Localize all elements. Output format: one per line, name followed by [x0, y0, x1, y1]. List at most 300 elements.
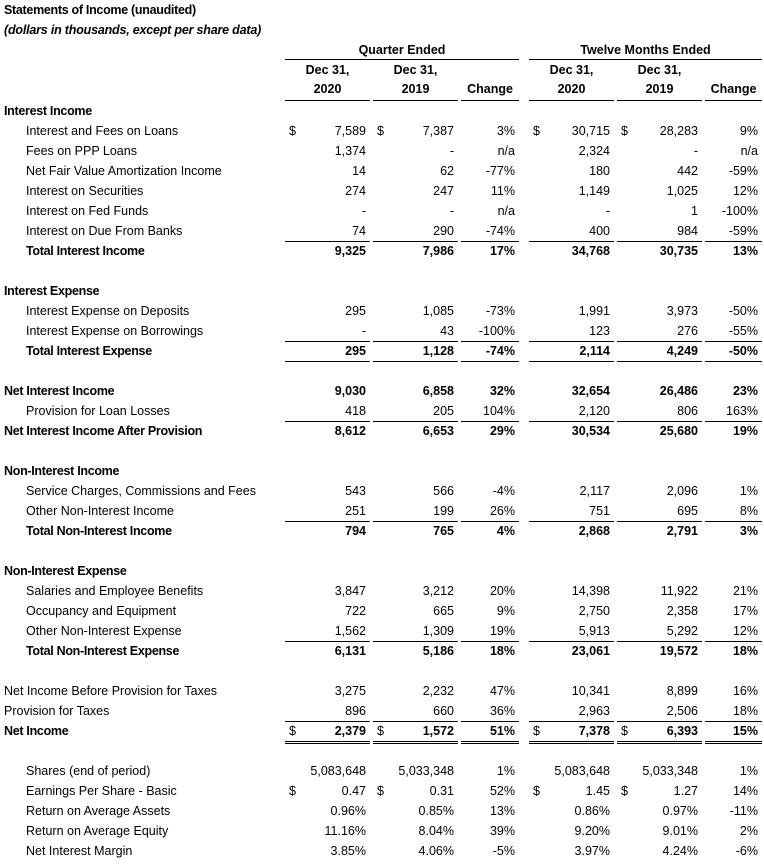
cell-value: 18%	[732, 704, 758, 718]
cell-value: 2,379	[334, 724, 366, 738]
cell-y-change	[705, 782, 762, 801]
cell-value: 36%	[489, 704, 515, 718]
cell-value: 8.04%	[418, 824, 454, 838]
cell-value: 28,283	[659, 124, 698, 138]
cell-q-2020	[285, 762, 370, 781]
cell-value: -55%	[728, 324, 758, 338]
cell-value: 442	[677, 164, 698, 178]
row-label: Shares (end of period)	[26, 764, 151, 778]
cell-value: 251	[345, 504, 366, 518]
row-label: Salaries and Employee Benefits	[26, 584, 204, 598]
cell-y-change	[705, 402, 762, 422]
cell-value: -74%	[485, 344, 515, 358]
row-label: Net Interest Margin	[26, 844, 133, 858]
cell-q-2019	[373, 242, 458, 261]
cell-value: 5,913	[578, 624, 610, 638]
cell-value: 30,534	[571, 424, 610, 438]
cell-q-2019	[373, 602, 458, 621]
cell-y-change	[705, 602, 762, 621]
row-label: Non-Interest Income	[4, 464, 120, 478]
cell-q-2020	[285, 222, 370, 242]
cell-q-change	[461, 682, 519, 701]
cell-y-2020	[529, 402, 614, 422]
cell-value: 47%	[489, 684, 515, 698]
table-row	[0, 582, 764, 602]
cell-y-2019	[617, 782, 702, 801]
cell-value: 9%	[739, 124, 758, 138]
cell-q-change	[461, 582, 519, 601]
cell-value: 2,750	[578, 604, 610, 618]
cell-value: 25,680	[659, 424, 698, 438]
cell-q-change	[461, 222, 519, 242]
cell-value: -74%	[485, 224, 515, 238]
cell-y-2020	[529, 122, 614, 141]
cell-value: 7,387	[422, 124, 454, 138]
cell-y-2019	[617, 582, 702, 601]
cell-value: 6,653	[422, 424, 454, 438]
cell-y-2020	[529, 682, 614, 701]
statement-title: Statements of Income (unaudited)	[4, 3, 196, 17]
table-row	[0, 122, 764, 142]
cell-y-2019	[617, 222, 702, 242]
cell-q-change	[461, 782, 519, 801]
group-header-quarter: Quarter Ended	[285, 43, 519, 60]
dollar-sign: $	[621, 784, 628, 798]
cell-q-2019	[373, 802, 458, 821]
cell-value: 566	[433, 484, 454, 498]
cell-value: -	[605, 204, 610, 218]
cell-value: 18%	[489, 644, 515, 658]
cell-value: 205	[433, 404, 454, 418]
cell-value: 21%	[732, 584, 758, 598]
cell-value: -4%	[492, 484, 515, 498]
cell-value: 5,083,648	[310, 764, 366, 778]
cell-q-2020	[285, 402, 370, 422]
cell-value: 17%	[489, 244, 515, 258]
row-label: Interest on Fed Funds	[26, 204, 149, 218]
cell-value: 18%	[732, 644, 758, 658]
cell-value: 6,858	[422, 384, 454, 398]
cell-y-change	[705, 302, 762, 321]
cell-value: 896	[345, 704, 366, 718]
cell-value: 8%	[739, 504, 758, 518]
cell-value: 19,572	[659, 644, 698, 658]
cell-value: 1%	[496, 764, 515, 778]
column-header-y-2020-line1: Dec 31,	[549, 63, 594, 77]
cell-y-2020	[529, 762, 614, 781]
row-label: Occupancy and Equipment	[26, 604, 177, 618]
section-header-row	[0, 462, 764, 482]
cell-value: -5%	[492, 844, 515, 858]
column-header-q-2020: 2020	[285, 82, 370, 101]
cell-value: -	[449, 204, 454, 218]
cell-y-change	[705, 682, 762, 701]
cell-value: -100%	[721, 204, 758, 218]
cell-value: 3,973	[666, 304, 698, 318]
cell-value: 295	[345, 304, 366, 318]
cell-y-2019	[617, 302, 702, 321]
cell-value: 9%	[496, 604, 515, 618]
cell-value: 199	[433, 504, 454, 518]
row-label: Interest Income	[4, 104, 92, 118]
cell-q-change	[461, 822, 519, 841]
cell-value: -	[693, 144, 698, 158]
cell-value: 1.27	[673, 784, 698, 798]
cell-value: 9,030	[334, 384, 366, 398]
table-row	[0, 422, 764, 442]
cell-q-2020	[285, 842, 370, 861]
cell-y-2019	[617, 142, 702, 161]
section-header-row	[0, 562, 764, 582]
cell-q-change	[461, 642, 519, 661]
spacer-row	[0, 262, 764, 282]
cell-value: 14	[352, 164, 366, 178]
table-row	[0, 222, 764, 242]
cell-y-2019	[617, 622, 702, 642]
cell-value: 984	[677, 224, 698, 238]
cell-value: 23,061	[571, 644, 610, 658]
row-label: Return on Average Equity	[26, 824, 169, 838]
cell-value: 5,033,348	[642, 764, 698, 778]
table-row	[0, 162, 764, 182]
cell-q-2019	[373, 202, 458, 221]
cell-q-2020	[285, 142, 370, 161]
cell-y-2019	[617, 642, 702, 661]
table-row	[0, 842, 764, 862]
cell-q-change	[461, 382, 519, 401]
cell-value: 29%	[489, 424, 515, 438]
cell-value: 6,393	[666, 724, 698, 738]
cell-value: 2%	[739, 824, 758, 838]
cell-q-change	[461, 322, 519, 342]
cell-q-2020	[285, 782, 370, 801]
cell-q-2020	[285, 642, 370, 661]
cell-q-change	[461, 182, 519, 201]
cell-value: 123	[589, 324, 610, 338]
cell-value: -59%	[728, 224, 758, 238]
cell-y-2020	[529, 582, 614, 601]
cell-q-change	[461, 842, 519, 861]
cell-q-change	[461, 722, 519, 744]
table-row	[0, 602, 764, 622]
cell-value: 1,309	[422, 624, 454, 638]
spacer-row	[0, 542, 764, 562]
cell-value: 2,117	[579, 484, 610, 498]
cell-value: -6%	[735, 844, 758, 858]
dollar-sign: $	[289, 724, 296, 738]
cell-q-2020	[285, 342, 370, 362]
row-label: Net Income Before Provision for Taxes	[4, 684, 218, 698]
cell-q-2020	[285, 202, 370, 221]
cell-y-change	[705, 182, 762, 201]
column-header-q-2019-line1: Dec 31,	[393, 63, 438, 77]
row-label: Interest on Securities	[26, 184, 144, 198]
cell-value: -50%	[728, 304, 758, 318]
cell-value: 2,114	[579, 344, 610, 358]
cell-value: 7,378	[578, 724, 610, 738]
cell-value: 660	[433, 704, 454, 718]
table-row	[0, 342, 764, 362]
cell-value: 13%	[732, 244, 758, 258]
cell-value: 74	[352, 224, 366, 238]
cell-value: 10,341	[571, 684, 610, 698]
cell-q-2019	[373, 222, 458, 242]
dollar-sign: $	[289, 784, 296, 798]
cell-value: 3,212	[422, 584, 454, 598]
column-header-q-2020-line1: Dec 31,	[305, 63, 350, 77]
cell-value: 2,963	[578, 704, 610, 718]
cell-y-2020	[529, 142, 614, 161]
cell-value: -73%	[485, 304, 515, 318]
cell-q-2020	[285, 522, 370, 541]
cell-q-2020	[285, 162, 370, 181]
cell-q-2020	[285, 602, 370, 621]
cell-value: 12%	[732, 624, 758, 638]
cell-value: 26,486	[659, 384, 698, 398]
cell-value: 8,899	[666, 684, 698, 698]
spacer-row	[0, 662, 764, 682]
cell-value: 400	[589, 224, 610, 238]
table-row	[0, 242, 764, 262]
cell-q-change	[461, 482, 519, 501]
cell-q-2020	[285, 382, 370, 401]
cell-q-2019	[373, 302, 458, 321]
cell-y-2019	[617, 682, 702, 701]
cell-value: -	[361, 204, 366, 218]
cell-value: 30,715	[571, 124, 610, 138]
cell-y-change	[705, 822, 762, 841]
row-label: Net Interest Income	[4, 384, 115, 398]
spacer-row	[0, 442, 764, 462]
cell-value: 11.16%	[324, 824, 366, 838]
cell-value: 806	[677, 404, 698, 418]
cell-q-2019	[373, 642, 458, 661]
cell-y-2019	[617, 402, 702, 422]
cell-value: 4.06%	[418, 844, 454, 858]
cell-y-2020	[529, 522, 614, 541]
cell-y-2020	[529, 202, 614, 221]
cell-q-2019	[373, 402, 458, 422]
cell-y-change	[705, 522, 762, 541]
cell-value: 30,735	[659, 244, 698, 258]
cell-value: 5,186	[422, 644, 454, 658]
cell-value: 163%	[726, 404, 758, 418]
cell-value: 276	[677, 324, 698, 338]
table-row	[0, 402, 764, 422]
table-row	[0, 522, 764, 542]
cell-value: 0.96%	[330, 804, 366, 818]
cell-y-change	[705, 162, 762, 181]
cell-value: 17%	[732, 604, 758, 618]
cell-value: 1	[691, 204, 698, 218]
cell-value: 794	[345, 524, 366, 538]
dollar-sign: $	[377, 124, 384, 138]
cell-y-2020	[529, 502, 614, 522]
row-label: Interest Expense on Borrowings	[26, 324, 204, 338]
cell-y-2020	[529, 642, 614, 661]
cell-value: 1%	[739, 484, 758, 498]
row-label: Interest and Fees on Loans	[26, 124, 179, 138]
cell-value: 3.85%	[330, 844, 366, 858]
cell-value: 247	[433, 184, 454, 198]
cell-value: 2,096	[666, 484, 698, 498]
cell-value: 2,324	[578, 144, 610, 158]
table-row	[0, 702, 764, 722]
cell-value: 0.85%	[418, 804, 454, 818]
table-row	[0, 822, 764, 842]
cell-y-change	[705, 242, 762, 261]
cell-y-change	[705, 622, 762, 642]
row-label: Net Income	[4, 724, 69, 738]
cell-value: 7,589	[334, 124, 366, 138]
cell-q-2019	[373, 122, 458, 141]
row-label: Total Interest Income	[26, 244, 145, 258]
cell-value: 51%	[489, 724, 515, 738]
cell-y-change	[705, 422, 762, 441]
cell-value: n/a	[497, 144, 515, 158]
row-label: Interest Expense	[4, 284, 100, 298]
cell-q-2019	[373, 682, 458, 701]
dollar-sign: $	[377, 724, 384, 738]
cell-value: -50%	[728, 344, 758, 358]
cell-value: 1,149	[578, 184, 610, 198]
cell-q-change	[461, 502, 519, 522]
cell-y-change	[705, 142, 762, 161]
cell-y-2020	[529, 802, 614, 821]
cell-q-2019	[373, 502, 458, 522]
cell-value: 9.01%	[662, 824, 698, 838]
cell-y-2020	[529, 382, 614, 401]
cell-q-change	[461, 522, 519, 541]
row-label: Total Non-Interest Income	[26, 524, 172, 538]
cell-value: 3,275	[334, 684, 366, 698]
cell-q-change	[461, 342, 519, 362]
cell-value: 5,083,648	[554, 764, 610, 778]
table-row	[0, 762, 764, 782]
cell-y-2020	[529, 162, 614, 181]
cell-value: -	[361, 324, 366, 338]
cell-q-change	[461, 602, 519, 621]
cell-value: 3%	[496, 124, 515, 138]
dollar-sign: $	[533, 724, 540, 738]
column-header-y-change: Change	[705, 82, 762, 101]
cell-y-change	[705, 222, 762, 242]
cell-value: 2,791	[666, 524, 698, 538]
cell-value: 2,232	[422, 684, 454, 698]
cell-value: 9,325	[334, 244, 366, 258]
cell-value: 62	[440, 164, 454, 178]
cell-value: 418	[345, 404, 366, 418]
cell-y-2019	[617, 702, 702, 722]
cell-value: 4%	[496, 524, 515, 538]
cell-y-2020	[529, 242, 614, 261]
cell-value: 26%	[489, 504, 515, 518]
cell-value: 0.97%	[662, 804, 698, 818]
cell-q-change	[461, 802, 519, 821]
cell-value: 1,025	[666, 184, 698, 198]
table-row	[0, 642, 764, 662]
cell-value: -100%	[478, 324, 515, 338]
cell-value: 0.86%	[574, 804, 610, 818]
column-header-q-change: Change	[461, 82, 519, 101]
cell-value: 5,292	[666, 624, 698, 638]
cell-y-change	[705, 762, 762, 781]
cell-y-2020	[529, 842, 614, 861]
cell-q-2020	[285, 242, 370, 261]
cell-y-2019	[617, 202, 702, 221]
cell-q-change	[461, 702, 519, 722]
table-row	[0, 782, 764, 802]
statement-subtitle: (dollars in thousands, except per share data)	[4, 23, 262, 37]
cell-value: -11%	[729, 804, 758, 818]
dollar-sign: $	[621, 724, 628, 738]
cell-y-2019	[617, 122, 702, 141]
cell-y-change	[705, 322, 762, 342]
row-label: Fees on PPP Loans	[26, 144, 137, 158]
cell-value: 1,991	[578, 304, 610, 318]
cell-y-change	[705, 342, 762, 362]
cell-y-2019	[617, 602, 702, 621]
cell-value: 104%	[483, 404, 515, 418]
cell-y-2020	[529, 302, 614, 321]
cell-value: 20%	[489, 584, 515, 598]
cell-value: 765	[433, 524, 454, 538]
dollar-sign: $	[533, 784, 540, 798]
cell-value: 11%	[490, 184, 515, 198]
cell-value: 8,612	[334, 424, 366, 438]
cell-value: 543	[345, 484, 366, 498]
table-row	[0, 722, 764, 742]
cell-value: 3,847	[334, 584, 366, 598]
section-header-row	[0, 282, 764, 302]
cell-y-change	[705, 382, 762, 401]
cell-value: 23%	[732, 384, 758, 398]
cell-y-change	[705, 482, 762, 501]
cell-q-change	[461, 162, 519, 181]
cell-y-2019	[617, 342, 702, 362]
cell-value: 39%	[489, 824, 515, 838]
column-header-q-2019: 2019	[373, 82, 458, 101]
cell-y-2019	[617, 382, 702, 401]
cell-y-2020	[529, 322, 614, 342]
cell-q-2019	[373, 582, 458, 601]
cell-q-2019	[373, 162, 458, 181]
row-label: Total Non-Interest Expense	[26, 644, 180, 658]
dollar-sign: $	[533, 124, 540, 138]
row-label: Provision for Taxes	[4, 704, 110, 718]
table-row	[0, 502, 764, 522]
cell-q-change	[461, 402, 519, 422]
cell-y-2019	[617, 762, 702, 781]
table-row	[0, 302, 764, 322]
cell-q-change	[461, 302, 519, 321]
cell-y-2019	[617, 182, 702, 201]
cell-q-2019	[373, 782, 458, 801]
cell-value: n/a	[740, 144, 758, 158]
table-row	[0, 382, 764, 402]
cell-y-2019	[617, 482, 702, 501]
cell-value: 1,085	[422, 304, 454, 318]
cell-value: 4,249	[666, 344, 698, 358]
cell-value: 751	[589, 504, 610, 518]
cell-y-2020	[529, 782, 614, 801]
cell-value: 34,768	[571, 244, 610, 258]
cell-y-2020	[529, 422, 614, 441]
row-label: Net Fair Value Amortization Income	[26, 164, 222, 178]
cell-y-2019	[617, 322, 702, 342]
row-label: Return on Average Assets	[26, 804, 171, 818]
cell-q-change	[461, 622, 519, 642]
